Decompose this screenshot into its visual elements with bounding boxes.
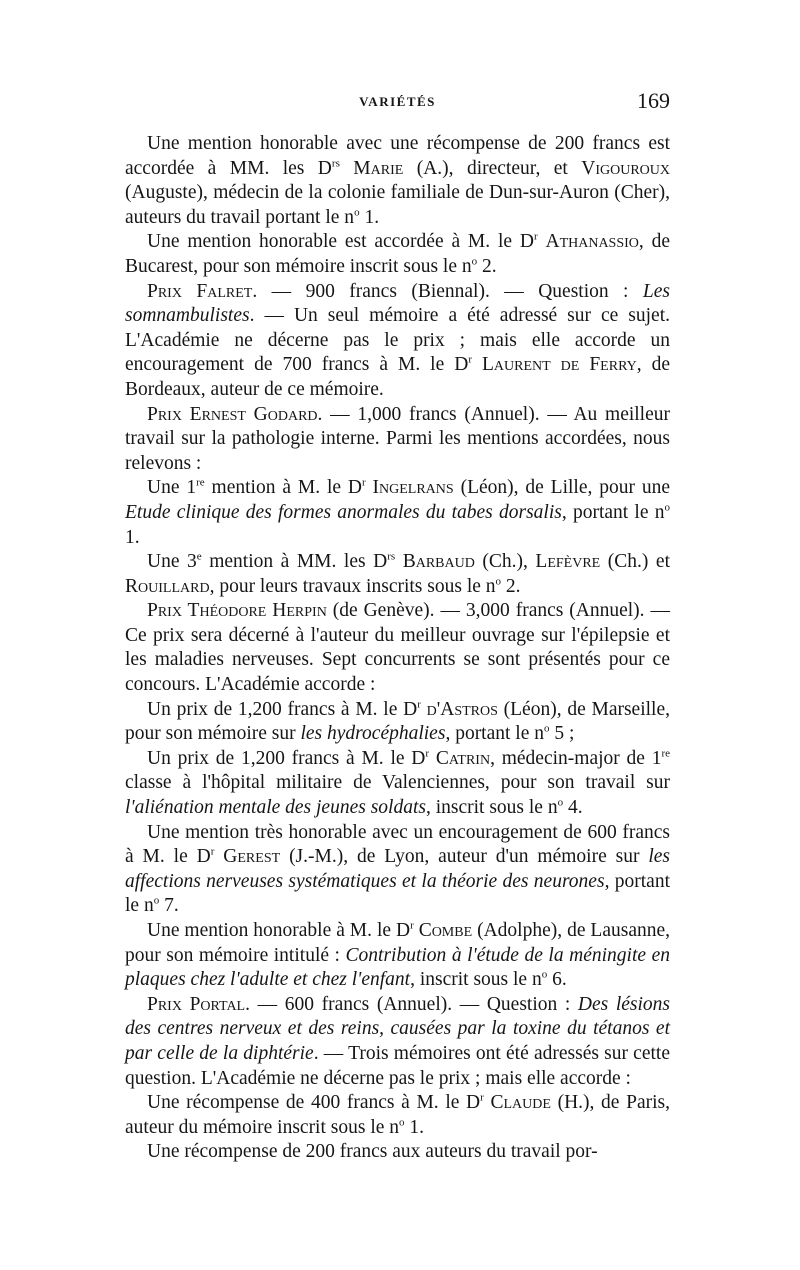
paragraph — [125, 132, 670, 230]
small-caps-name: Combe — [418, 920, 473, 941]
superscript: re — [196, 476, 205, 489]
text-run: 1. — [359, 206, 380, 228]
superscript: o — [471, 255, 478, 268]
text-run: (Léon), de Marseille, pour son mémoire sur — [125, 698, 670, 745]
superscript: r — [533, 230, 538, 243]
superscript: o — [544, 722, 550, 735]
superscript: o — [153, 894, 160, 907]
superscript: o — [399, 1116, 405, 1129]
small-caps-name: Prix Portal — [147, 993, 246, 1015]
superscript: o — [664, 501, 670, 514]
text-run: , de Bordeaux, auteur de ce mémoire. — [125, 354, 671, 400]
text-run: . — Trois mémoires ont été adressés sur cette question. L'Académie ne décerne pas le prix ; mais elle accorde : — [125, 1042, 670, 1089]
text-run: . — 900 francs (Biennal). — Question : — [252, 280, 643, 302]
small-caps-name: Gerest — [223, 846, 281, 868]
paragraph — [125, 280, 670, 403]
text-run: (H.), de Paris, auteur du mémoire inscrit sous le n — [125, 1092, 670, 1138]
text-run: Une 3 — [147, 551, 197, 573]
italic-title: les hydrocéphalies — [300, 723, 446, 745]
text-run: (de Genève). — 3,000 francs (Annuel). — Ce prix sera décerné à l'auteur du meilleur ouvrage sur l'épilepsie et les maladies nerveuses. Sept concurrents se sont présentés pour ce concours. L'Académie accorde : — [125, 600, 670, 696]
paragraph — [125, 403, 670, 477]
paragraph — [125, 993, 670, 1091]
italic-title: Des lésions des centres nerveux et des reins, causées par la toxine du tétanos et par celle de la diphtérie — [125, 993, 670, 1064]
text-run: (Léon), de Lille, pour une — [453, 477, 670, 499]
paragraph — [125, 599, 670, 697]
small-caps-name: Marie — [353, 157, 404, 179]
text-run: (Ch.) et — [600, 551, 670, 573]
text-run: classe à l'hôpital militaire de Valenciennes, pour son travail sur — [125, 772, 670, 794]
text-run: (A.), directeur, et — [403, 157, 582, 179]
superscript: r — [210, 845, 215, 858]
text-run: Une mention honorable avec une récompense de 200 francs est accordée à MM. les D — [125, 133, 670, 179]
superscript: o — [354, 206, 360, 219]
small-caps-name: d'Astros — [426, 698, 498, 720]
superscript: rs — [387, 550, 396, 563]
text-run: 2. — [477, 255, 497, 277]
text-run: 6. — [547, 969, 567, 991]
small-caps-name: Prix Falret — [147, 280, 253, 302]
text-run: . — 600 francs (Annuel). — Question : — [245, 993, 578, 1015]
superscript: r — [425, 747, 430, 760]
text-run: (Auguste), médecin de la colonie familiale de Dun-sur-Auron (Cher), auteurs du travail portant le n — [125, 182, 670, 228]
superscript: rs — [331, 157, 340, 170]
text-run: Une mention honorable à M. le D — [147, 920, 411, 941]
superscript: r — [417, 698, 421, 711]
paragraph — [125, 1091, 670, 1140]
text-run: 2. — [501, 575, 521, 597]
text-run: , médecin-major de 1 — [490, 747, 662, 769]
text-run: mention à MM. les D — [201, 551, 388, 573]
superscript: o — [541, 968, 548, 981]
paragraph — [125, 919, 670, 993]
text-run: mention à M. le D — [204, 477, 362, 499]
superscript: o — [557, 796, 564, 809]
paragraph — [125, 747, 670, 821]
text-run: , inscrit sous le n — [410, 969, 542, 991]
superscript: r — [468, 353, 473, 366]
text-run — [340, 158, 353, 179]
italic-title: Les somnambulistes — [125, 280, 671, 327]
small-caps-name: Prix Théodore Herpin — [147, 600, 327, 622]
small-caps-name: Vigouroux — [581, 157, 670, 179]
book-page — [125, 88, 670, 1165]
text-run: . — Un seul mémoire a été adressé sur ce sujet. L'Académie ne décerne pas le prix ; mais elle accorde un encouragement de 700 francs à M. le D — [125, 305, 670, 376]
paragraph — [125, 1140, 670, 1165]
text-run: Une mention très honorable avec un encouragement de 600 francs à M. le D — [125, 821, 670, 868]
text-run — [366, 477, 373, 498]
text-run: 1. — [125, 526, 140, 548]
small-caps-name: Barbaud — [402, 551, 475, 573]
superscript: o — [495, 575, 502, 588]
superscript: r — [361, 476, 366, 489]
text-run: Une mention honorable est accordée à M. le D — [147, 231, 534, 253]
small-caps-name: Ingelrans — [372, 477, 454, 499]
small-caps-name: Prix Ernest Godard — [147, 403, 318, 425]
italic-title: l'aliénation mentale des jeunes soldats — [125, 797, 426, 819]
text-run: , pour leurs travaux inscrits sous le n — [209, 575, 496, 597]
small-caps-name: Rouillard — [125, 575, 210, 597]
text-run: (J.-M.), de Lyon, auteur d'un mémoire sur — [280, 846, 649, 868]
superscript: re — [661, 747, 671, 760]
text-run: 5 ; — [549, 723, 575, 745]
paragraph — [125, 476, 670, 550]
text-run: , portant le n — [561, 501, 665, 523]
text-run — [429, 748, 436, 769]
superscript: r — [410, 919, 414, 932]
page-body-text — [125, 132, 670, 1165]
superscript: e — [196, 550, 202, 563]
text-run — [395, 551, 403, 572]
running-title: VARIÉTÉS — [359, 94, 436, 109]
paragraph — [125, 550, 670, 599]
superscript: r — [480, 1091, 484, 1104]
small-caps-name: Catrin — [435, 747, 491, 769]
text-run: Une 1 — [147, 477, 197, 499]
small-caps-name: Claude — [490, 1092, 551, 1114]
text-run — [214, 846, 223, 867]
text-run: 7. — [159, 895, 179, 917]
text-run: 1. — [404, 1116, 425, 1138]
text-run: Un prix de 1,200 francs à M. le D — [147, 747, 426, 769]
paragraph — [125, 821, 670, 919]
italic-title: les affections nerveuses systématiques et la théorie des neurones — [125, 846, 671, 892]
text-run: , de Bucarest, pour son mémoire inscrit sous le n — [125, 231, 671, 277]
text-run: 4. — [563, 797, 583, 819]
small-caps-name: Athanassio — [545, 231, 639, 253]
page-number: 169 — [637, 88, 670, 113]
text-run: (Ch.), — [474, 551, 536, 573]
text-run: , inscrit sous le n — [425, 797, 558, 819]
text-run: (Adolphe), de Lausanne, pour son mémoire intitulé : — [125, 920, 671, 966]
small-caps-name: Lefèvre — [535, 551, 601, 573]
text-run: . — 1,000 francs (Annuel). — Au meilleur travail sur la pathologie interne. Parmi les mentions accordées, nous relevons : — [125, 403, 670, 474]
italic-title: Etude clinique des formes anormales du tabes dorsalis — [125, 501, 562, 523]
text-run: , portant le n — [445, 723, 544, 745]
text-run: Un prix de 1,200 francs à M. le D — [147, 698, 418, 720]
text-run: , portant le n — [125, 870, 670, 917]
small-caps-name: Laurent de Ferry — [482, 354, 637, 376]
page-header — [125, 88, 670, 118]
paragraph — [125, 698, 670, 747]
paragraph — [125, 230, 670, 279]
text-run — [472, 354, 482, 375]
text-run: Une récompense de 400 francs à M. le D — [147, 1092, 481, 1114]
text-run: Une récompense de 200 francs aux auteurs du travail por- — [147, 1141, 598, 1163]
italic-title: Contribution à l'étude de la méningite en plaques chez l'adulte et chez l'enfant — [125, 944, 670, 991]
